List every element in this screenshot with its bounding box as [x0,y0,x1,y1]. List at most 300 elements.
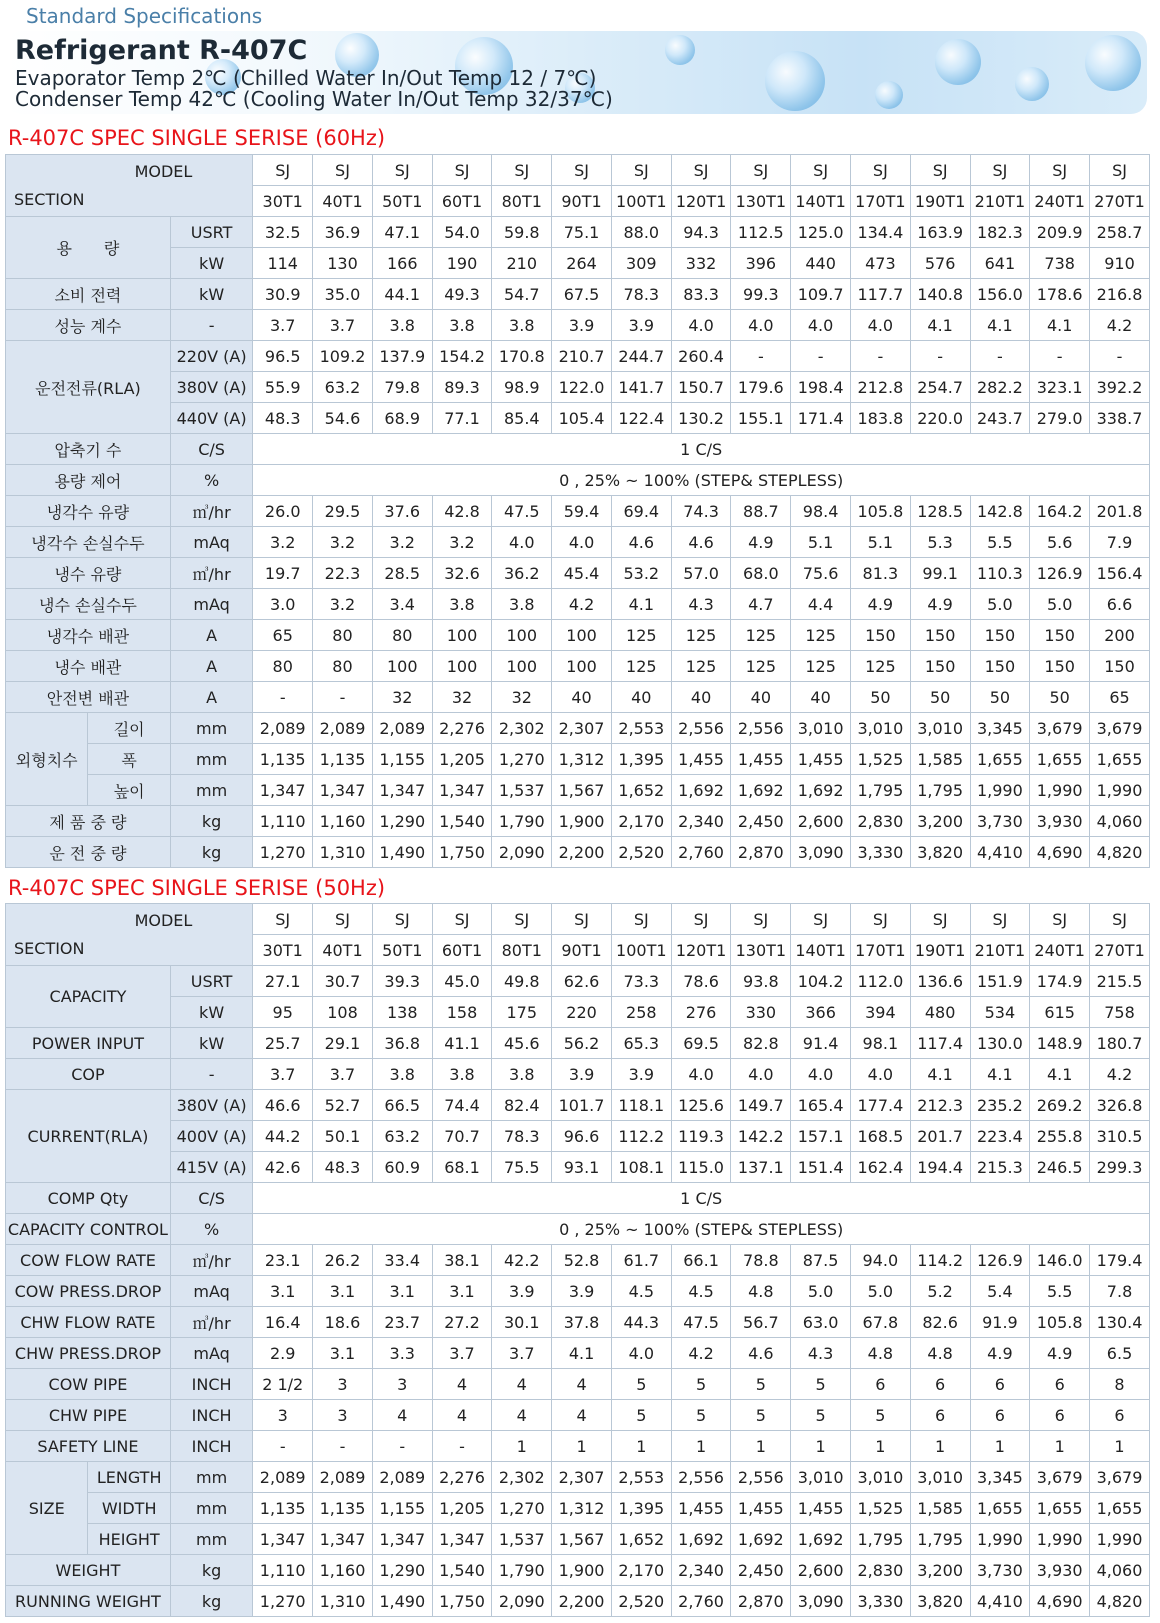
model-prefix: SJ [910,904,970,935]
capacity-label: 용 량 [6,217,171,279]
spec-value: 94.3 [671,217,731,248]
spec-value: 130.4 [1090,1307,1150,1338]
spec-value: 1,310 [313,1586,373,1617]
spec-value: 36.2 [492,558,552,589]
spec-value: 2,870 [731,1586,791,1617]
spec-value: 1,290 [372,806,432,837]
spec-value: 392.2 [1090,372,1150,403]
spec-value: 4.8 [910,1338,970,1369]
spec-value: 1,567 [552,1524,612,1555]
capacity-control-label: CAPACITY CONTROL [6,1214,171,1245]
spec-value: 200 [1090,620,1150,651]
model-prefix: SJ [372,904,432,935]
spec-value: 27.1 [253,966,313,997]
spec-value: 1,900 [552,806,612,837]
unit-cell: ㎥/hr [170,496,252,527]
unit-cell: 380V (A) [170,372,252,403]
spec-value: 1,655 [970,1493,1030,1524]
spec-value: 175 [492,997,552,1028]
spec-value: 1,990 [970,1524,1030,1555]
model-prefix: SJ [671,155,731,186]
spec-value: 114 [253,248,313,279]
spec-value: 112.2 [611,1121,671,1152]
spec-value: 30.9 [253,279,313,310]
spec-value: 3 [313,1400,373,1431]
spec-value: - [313,1431,373,1462]
spec-value: 47.5 [671,1307,731,1338]
spec-value: 1,537 [492,1524,552,1555]
spec-value: 4.2 [1090,310,1150,341]
spec-value: 1,455 [671,1493,731,1524]
spec-value: 32 [492,682,552,713]
spec-value: 1,655 [1030,744,1090,775]
spec-value: 162.4 [850,1152,910,1183]
spec-value: 641 [970,248,1030,279]
spec-value: 53.2 [611,558,671,589]
spec-value: 1,155 [372,1493,432,1524]
capacity-label: CAPACITY [6,966,171,1028]
current-label: 운전전류(RLA) [6,341,171,434]
model-section-header [6,155,253,217]
spec-value: 1,455 [791,744,851,775]
spec-value: 2,307 [552,713,612,744]
model-name: 80T1 [492,186,552,217]
model-prefix: SJ [313,904,373,935]
spec-value: 1,270 [492,744,552,775]
spec-value: 1,795 [850,1524,910,1555]
spec-value: 3.1 [253,1276,313,1307]
spec-value: 105.8 [850,496,910,527]
spec-value: 62.6 [552,966,612,997]
spec-value: 6 [970,1400,1030,1431]
model-prefix: SJ [492,904,552,935]
spec-value: 23.7 [372,1307,432,1338]
model-name: 100T1 [611,186,671,217]
spec-value: 142.8 [970,496,1030,527]
model-name: 40T1 [313,935,373,966]
spec-value: 3.8 [432,1059,492,1090]
spec-value: 5 [791,1400,851,1431]
model-name: 130T1 [731,186,791,217]
spec-value: 3,010 [910,713,970,744]
spec-value: 1,525 [850,1493,910,1524]
spec-value: 5 [611,1400,671,1431]
spec-value: 3.8 [492,310,552,341]
spec-value: 3,679 [1090,1462,1150,1493]
model-prefix: SJ [970,155,1030,186]
model-prefix: SJ [492,155,552,186]
spec-value: 166 [372,248,432,279]
cow-pipe-label: 냉각수 배관 [6,620,171,651]
spec-value: 82.8 [731,1028,791,1059]
spec-value: 125 [791,620,851,651]
spec-value: 4.9 [731,527,791,558]
spec-value: 6 [910,1400,970,1431]
unit-cell: mAq [170,1276,252,1307]
model-name: 40T1 [313,186,373,217]
model-prefix: SJ [1030,904,1090,935]
model-name: 60T1 [432,186,492,217]
capacity-control-value: 0 , 25% ~ 100% (STEP& STEPLESS) [253,1214,1150,1245]
spec-value: 3,345 [970,1462,1030,1493]
model-name: 120T1 [671,186,731,217]
spec-value: 2.9 [253,1338,313,1369]
spec-value: 56.2 [552,1028,612,1059]
spec-value: 45.4 [552,558,612,589]
spec-value: 2,089 [313,1462,373,1493]
spec-value: 1,990 [970,775,1030,806]
spec-value: 6 [1030,1400,1090,1431]
spec-value: 165.4 [791,1090,851,1121]
spec-value: 4.0 [611,1338,671,1369]
spec-value: 2,089 [372,713,432,744]
unit-cell: % [170,465,252,496]
spec-value: 59.8 [492,217,552,248]
spec-value: 36.9 [313,217,373,248]
unit-cell: - [170,310,252,341]
spec-value: 37.8 [552,1307,612,1338]
spec-value: 125.6 [671,1090,731,1121]
spec-value: 3.1 [313,1276,373,1307]
spec-value: 67.8 [850,1307,910,1338]
spec-value: 174.9 [1030,966,1090,997]
spec-value: 4.1 [970,310,1030,341]
model-prefix: SJ [791,904,851,935]
spec-value: 3,330 [850,1586,910,1617]
spec-value: 30.7 [313,966,373,997]
cow-pipe-label: COW PIPE [6,1369,171,1400]
spec-value: 60.9 [372,1152,432,1183]
model-name: 240T1 [1030,186,1090,217]
model-prefix: SJ [731,155,791,186]
unit-cell: mAq [170,527,252,558]
cow-flow-rate-label: 냉각수 유량 [6,496,171,527]
spec-value: 177.4 [850,1090,910,1121]
spec-value: 178.6 [1030,279,1090,310]
spec-value: 1,795 [910,1524,970,1555]
spec-value: 210 [492,248,552,279]
spec-value: 2,340 [671,1555,731,1586]
spec-value: 179.4 [1090,1245,1150,1276]
spec-value: 45.6 [492,1028,552,1059]
spec-value: 2 1/2 [253,1369,313,1400]
spec-value: 3,090 [791,837,851,868]
spec-value: 45.0 [432,966,492,997]
spec-value: 1,750 [432,1586,492,1617]
banner-heading: Refrigerant R-407C [15,35,308,66]
model-prefix: SJ [791,155,851,186]
spec-value: 2,830 [850,806,910,837]
spec-value: 279.0 [1030,403,1090,434]
spec-value: 1,795 [850,775,910,806]
spec-value: 3.1 [313,1338,373,1369]
spec-value: 69.5 [671,1028,731,1059]
table-50hz-title: R-407C SPEC SINGLE SERISE (50Hz) [8,876,386,900]
spec-value: 2,340 [671,806,731,837]
spec-value: 4,690 [1030,837,1090,868]
spec-value: 3.9 [611,310,671,341]
spec-value: 4.6 [611,527,671,558]
spec-value: 4.0 [671,1059,731,1090]
model-prefix: SJ [313,155,373,186]
model-prefix: SJ [552,155,612,186]
unit-cell: mm [170,1493,252,1524]
spec-value: 1,692 [671,1524,731,1555]
spec-value: 170.8 [492,341,552,372]
unit-cell: ㎥/hr [170,1307,252,1338]
spec-value: 4,690 [1030,1586,1090,1617]
spec-value: 150 [910,651,970,682]
spec-value: 82.6 [910,1307,970,1338]
spec-value: 3.9 [552,310,612,341]
spec-value: 2,600 [791,806,851,837]
size-label: SIZE [6,1462,88,1555]
spec-value: 5 [611,1369,671,1400]
spec-value: 1,347 [253,775,313,806]
spec-value: 115.0 [671,1152,731,1183]
model-name: 100T1 [611,935,671,966]
spec-value: 35.0 [313,279,373,310]
spec-value: 4.0 [850,310,910,341]
spec-value: 5 [671,1369,731,1400]
spec-value: 125 [671,620,731,651]
spec-value: 4,410 [970,837,1030,868]
size-height-label: 높이 [88,775,170,806]
unit-cell: C/S [170,1183,252,1214]
spec-value: 2,870 [731,837,791,868]
spec-value: 49.8 [492,966,552,997]
unit-cell: % [170,1214,252,1245]
spec-value: 39.3 [372,966,432,997]
spec-value: 3.8 [492,589,552,620]
spec-value: 95 [253,997,313,1028]
spec-value: 1,135 [253,1493,313,1524]
spec-value: 1,990 [1030,775,1090,806]
spec-value: 149.7 [731,1090,791,1121]
spec-value: 168.5 [850,1121,910,1152]
spec-value: 3,200 [910,1555,970,1586]
spec-value: 3,730 [970,806,1030,837]
cow-flow-rate-label: COW FLOW RATE [6,1245,171,1276]
spec-value: 212.3 [910,1090,970,1121]
spec-value: 3.8 [432,310,492,341]
model-prefix: SJ [970,904,1030,935]
model-name: 170T1 [850,935,910,966]
spec-value: 2,830 [850,1555,910,1586]
spec-value: 1,347 [432,775,492,806]
spec-value: 118.1 [611,1090,671,1121]
spec-value: 1,655 [970,744,1030,775]
chw-flow-rate-label: 냉수 유량 [6,558,171,589]
spec-value: 78.3 [492,1121,552,1152]
spec-value: 3.2 [432,527,492,558]
spec-value: 136.6 [910,966,970,997]
size-length-label: LENGTH [88,1462,170,1493]
spec-value: 19.7 [253,558,313,589]
spec-value: 150 [1090,651,1150,682]
spec-value: 1,692 [731,775,791,806]
spec-value: 2,760 [671,837,731,868]
spec-value: 98.4 [791,496,851,527]
spec-value: 32.5 [253,217,313,248]
spec-value: 50 [1030,682,1090,713]
spec-value: 1,110 [253,806,313,837]
spec-value: 130.0 [970,1028,1030,1059]
spec-value: 243.7 [970,403,1030,434]
spec-value: 79.8 [372,372,432,403]
spec-value: 5.0 [850,1276,910,1307]
model-name: 190T1 [910,186,970,217]
model-prefix: SJ [611,155,671,186]
spec-value: 4.1 [552,1338,612,1369]
spec-value: 1,160 [313,806,373,837]
model-name: 90T1 [552,935,612,966]
spec-value: 80 [372,620,432,651]
spec-value: 2,090 [492,837,552,868]
spec-value: 4.0 [671,310,731,341]
spec-value: 3.8 [492,1059,552,1090]
spec-value: 68.9 [372,403,432,434]
unit-cell: kW [170,997,252,1028]
spec-value: 125 [611,651,671,682]
spec-value: 440 [791,248,851,279]
spec-value: 1,310 [313,837,373,868]
spec-value: 3,010 [910,1462,970,1493]
spec-value: 93.8 [731,966,791,997]
model-prefix: SJ [1030,155,1090,186]
spec-value: 96.5 [253,341,313,372]
spec-value: 25.7 [253,1028,313,1059]
spec-value: 40 [611,682,671,713]
spec-value: 4.1 [1030,310,1090,341]
spec-value: 3.9 [552,1059,612,1090]
unit-cell: 400V (A) [170,1121,252,1152]
spec-value: 396 [731,248,791,279]
size-width-label: 폭 [88,744,170,775]
unit-cell: mm [170,775,252,806]
spec-value: 151.4 [791,1152,851,1183]
spec-value: 38.1 [432,1245,492,1276]
spec-value: 198.4 [791,372,851,403]
spec-value: 4.1 [611,589,671,620]
spec-value: 1,790 [492,1555,552,1586]
spec-value: 4.2 [1090,1059,1150,1090]
spec-value: 4.2 [552,589,612,620]
spec-value: 3,345 [970,713,1030,744]
banner-condenser-line: Condenser Temp 42℃ (Cooling Water In/Out Temp 32/37℃) [15,87,613,111]
spec-value: 61.7 [611,1245,671,1276]
spec-value: - [791,341,851,372]
model-prefix: SJ [910,155,970,186]
spec-value: 32 [372,682,432,713]
spec-value: 1,692 [731,1524,791,1555]
spec-value: 179.6 [731,372,791,403]
spec-value: 209.9 [1030,217,1090,248]
spec-value: 3,330 [850,837,910,868]
spec-value: 91.9 [970,1307,1030,1338]
spec-value: 615 [1030,997,1090,1028]
size-label: 외형치수 [6,713,88,806]
model-prefix: SJ [1090,904,1150,935]
spec-value: 1,455 [791,1493,851,1524]
spec-value: 30.1 [492,1307,552,1338]
spec-value: 7.9 [1090,527,1150,558]
spec-value: 77.1 [432,403,492,434]
spec-value: 156.0 [970,279,1030,310]
spec-value: 3 [372,1369,432,1400]
spec-value: 125.0 [791,217,851,248]
unit-cell: USRT [170,217,252,248]
spec-value: 4,820 [1090,837,1150,868]
unit-cell: 440V (A) [170,403,252,434]
spec-value: 57.0 [671,558,731,589]
spec-value: 1 [1030,1431,1090,1462]
spec-value: 78.3 [611,279,671,310]
spec-value: 4.2 [671,1338,731,1369]
spec-value: 4 [432,1369,492,1400]
spec-value: 1,395 [611,1493,671,1524]
spec-value: 1,290 [372,1555,432,1586]
spec-value: 326.8 [1090,1090,1150,1121]
model-prefix: SJ [253,904,313,935]
spec-value: 128.5 [910,496,970,527]
spec-value: 269.2 [1030,1090,1090,1121]
spec-value: 125 [671,651,731,682]
spec-value: 3.8 [372,1059,432,1090]
spec-value: 88.0 [611,217,671,248]
spec-value: 29.5 [313,496,373,527]
spec-value: 40 [671,682,731,713]
size-height-label: HEIGHT [88,1524,170,1555]
model-prefix: SJ [432,904,492,935]
model-name: 80T1 [492,935,552,966]
cow-press-drop-label: 냉각수 손실수두 [6,527,171,558]
chw-press-drop-label: CHW PRESS.DROP [6,1338,171,1369]
spec-value: 70.7 [432,1121,492,1152]
spec-value: 154.2 [432,341,492,372]
spec-value: 215.5 [1090,966,1150,997]
spec-value: 738 [1030,248,1090,279]
spec-value: 5.0 [970,589,1030,620]
spec-value: 27.2 [432,1307,492,1338]
spec-value: 4.6 [671,527,731,558]
spec-value: 48.3 [313,1152,373,1183]
spec-value: 3,930 [1030,806,1090,837]
spec-value: 1,692 [791,775,851,806]
spec-value: 220.0 [910,403,970,434]
spec-value: 1,135 [313,1493,373,1524]
spec-value: 1,135 [313,744,373,775]
unit-cell: kg [170,837,252,868]
spec-value: 3.1 [432,1276,492,1307]
unit-cell: kW [170,248,252,279]
spec-value: 2,553 [611,1462,671,1493]
spec-value: 150 [970,651,1030,682]
spec-value: 55.9 [253,372,313,403]
spec-value: 4 [432,1400,492,1431]
unit-cell: mm [170,1462,252,1493]
power-input-label: 소비 전력 [6,279,171,310]
spec-table-50hz [5,903,1150,1617]
spec-value: 3.8 [432,589,492,620]
spec-value: 1,655 [1090,744,1150,775]
spec-value: 2,760 [671,1586,731,1617]
spec-value: 6 [1030,1369,1090,1400]
spec-value: 3,679 [1030,1462,1090,1493]
spec-value: 40 [731,682,791,713]
spec-value: 5.4 [970,1276,1030,1307]
spec-value: 126.9 [970,1245,1030,1276]
